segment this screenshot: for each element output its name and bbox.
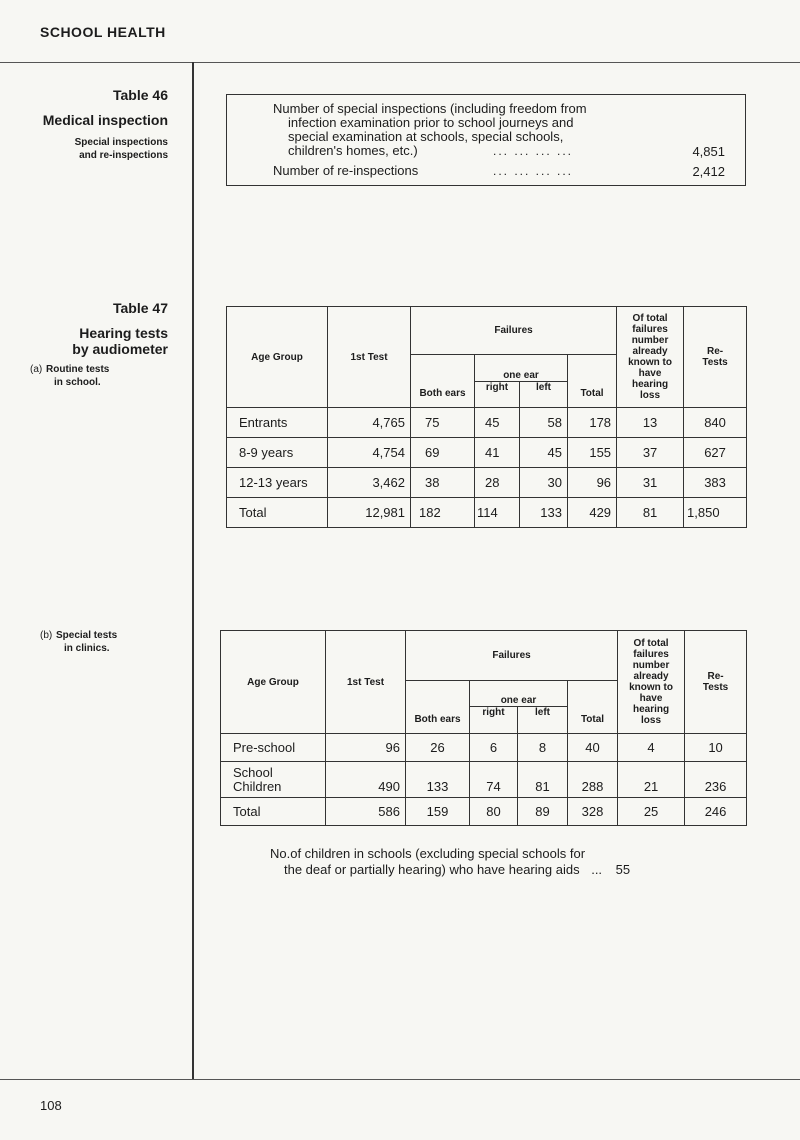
section-b-line-2: in clinics. xyxy=(64,643,110,654)
hearing-aids-note-line-2 xyxy=(270,862,630,878)
table46-subtitle-1: Special inspections xyxy=(74,137,168,148)
header-retests-line: Tests xyxy=(702,682,729,693)
cell-known: 21 xyxy=(618,762,685,798)
table-row xyxy=(227,498,747,528)
cell-age-line: School xyxy=(233,764,273,780)
cell-both: 38 xyxy=(411,468,475,498)
table-row xyxy=(221,762,747,798)
cell-both: 133 xyxy=(406,762,470,798)
cell-total: 429 xyxy=(568,498,617,528)
cell-retests: 383 xyxy=(684,468,747,498)
header-known-line: Of total xyxy=(632,313,668,324)
header-left: left xyxy=(518,707,568,734)
hearing-aids-note-text: the deaf or partially hearing) who have hearing aids xyxy=(284,862,580,877)
hearing-aids-value: 55 xyxy=(615,862,631,877)
page-header: SCHOOL HEALTH xyxy=(40,24,166,40)
cell-first: 12,981 xyxy=(328,498,411,528)
cell-age xyxy=(221,762,326,798)
header-known-line: have xyxy=(639,693,663,704)
header-both-ears: Both ears xyxy=(406,681,470,734)
cell-both: 26 xyxy=(406,734,470,762)
cell-known: 37 xyxy=(617,438,684,468)
cell-left: 45 xyxy=(520,438,568,468)
header-retests-line: Tests xyxy=(702,357,728,368)
header-total: Total xyxy=(568,681,618,734)
cell-first: 4,765 xyxy=(328,408,411,438)
margin-rule xyxy=(192,62,194,1080)
header-known-line: loss xyxy=(641,715,662,726)
header-retests-line: Re- xyxy=(707,671,724,682)
header-right: right xyxy=(475,382,520,408)
cell-age: Total xyxy=(227,498,328,528)
section-b-label xyxy=(40,629,118,655)
cell-total: 328 xyxy=(568,798,618,826)
cell-retests: 10 xyxy=(685,734,747,762)
header-first-test: 1st Test xyxy=(326,631,406,734)
cell-total: 40 xyxy=(568,734,618,762)
header-age-group: Age Group xyxy=(221,631,326,734)
cell-age: 8-9 years xyxy=(227,438,328,468)
hearing-aids-leader: ... xyxy=(591,862,603,877)
table47-title-1: Hearing tests xyxy=(79,325,168,341)
special-inspections-box xyxy=(226,94,746,186)
table47-title-2: by audiometer xyxy=(72,341,168,357)
cell-retests: 840 xyxy=(684,408,747,438)
cell-first: 490 xyxy=(326,762,406,798)
cell-age: Entrants xyxy=(227,408,328,438)
section-a-label xyxy=(30,363,110,389)
cell-total: 155 xyxy=(568,438,617,468)
cell-right: 6 xyxy=(470,734,518,762)
cell-right: 114 xyxy=(475,498,520,528)
hearing-aids-note xyxy=(270,846,630,878)
cell-known: 13 xyxy=(617,408,684,438)
cell-first: 586 xyxy=(326,798,406,826)
table-row xyxy=(227,438,747,468)
reinspections-label: Number of re-inspections xyxy=(273,163,419,178)
header-age-group: Age Group xyxy=(227,307,328,408)
table-row xyxy=(221,798,747,826)
header-failures: Failures xyxy=(411,307,617,355)
cell-total: 178 xyxy=(568,408,617,438)
header-first-test: 1st Test xyxy=(328,307,411,408)
cell-first: 4,754 xyxy=(328,438,411,468)
inspections-leader: ... ... ... ... xyxy=(493,144,574,158)
header-retests xyxy=(685,631,747,734)
inspections-text-line-2: infection examination prior to school journeys and xyxy=(288,115,574,130)
cell-both: 75 xyxy=(411,408,475,438)
cell-retests: 627 xyxy=(684,438,747,468)
cell-left: 30 xyxy=(520,468,568,498)
header-known-line: failures xyxy=(632,324,668,335)
special-inspections-value: 4,851 xyxy=(692,144,725,159)
cell-age: Pre-school xyxy=(221,734,326,762)
cell-right: 41 xyxy=(475,438,520,468)
header-known-line: number xyxy=(631,335,669,346)
header-known-line: have xyxy=(638,368,662,379)
header-right: right xyxy=(470,707,518,734)
cell-retests: 246 xyxy=(685,798,747,826)
clinic-tests-table xyxy=(220,630,747,826)
table46-title: Medical inspection xyxy=(42,112,168,128)
reinspections-value: 2,412 xyxy=(692,164,725,179)
cell-known: 4 xyxy=(618,734,685,762)
inspections-text-line-3: special examination at schools, special schools, xyxy=(288,129,564,144)
cell-right: 45 xyxy=(475,408,520,438)
cell-age-line: Children xyxy=(233,778,282,794)
table-row xyxy=(221,734,747,762)
cell-first: 3,462 xyxy=(328,468,411,498)
cell-right: 28 xyxy=(475,468,520,498)
section-b-line-1: Special tests xyxy=(56,630,118,641)
header-retests xyxy=(684,307,747,408)
cell-right: 80 xyxy=(470,798,518,826)
header-known-line: known to xyxy=(629,682,673,693)
cell-left: 58 xyxy=(520,408,568,438)
header-total: Total xyxy=(568,355,617,408)
cell-known: 81 xyxy=(617,498,684,528)
cell-both: 69 xyxy=(411,438,475,468)
header-left: left xyxy=(520,382,568,408)
cell-total: 288 xyxy=(568,762,618,798)
table47-number: Table 47 xyxy=(113,300,168,316)
header-known-line: loss xyxy=(640,390,661,401)
table-row xyxy=(227,408,747,438)
footer-rule xyxy=(0,1079,800,1080)
cell-known: 31 xyxy=(617,468,684,498)
table46-number: Table 46 xyxy=(113,87,168,103)
cell-age: Total xyxy=(221,798,326,826)
cell-left: 89 xyxy=(518,798,568,826)
cell-known: 25 xyxy=(618,798,685,826)
inspections-text-line-1: Number of special inspections (including freedom from xyxy=(273,101,587,116)
cell-both: 159 xyxy=(406,798,470,826)
cell-first: 96 xyxy=(326,734,406,762)
header-known xyxy=(617,307,684,408)
header-known-line: already xyxy=(633,671,669,682)
cell-left: 81 xyxy=(518,762,568,798)
section-a-marker: (a) xyxy=(30,364,43,375)
routine-tests-table xyxy=(226,306,747,528)
cell-both: 182 xyxy=(411,498,475,528)
header-known-line: number xyxy=(632,660,670,671)
cell-right: 74 xyxy=(470,762,518,798)
header-one-ear: one ear xyxy=(470,681,568,707)
header-known xyxy=(618,631,685,734)
cell-total: 96 xyxy=(568,468,617,498)
cell-retests: 1,850 xyxy=(684,498,747,528)
section-a-line-2: in school. xyxy=(54,377,101,388)
section-a-line-1: Routine tests xyxy=(46,364,110,375)
cell-retests: 236 xyxy=(685,762,747,798)
header-known-line: Of total xyxy=(633,638,669,649)
section-b-marker: (b) xyxy=(40,630,53,641)
header-failures: Failures xyxy=(406,631,618,681)
header-known-line: known to xyxy=(628,357,672,368)
header-rule xyxy=(0,62,800,63)
header-known-line: hearing xyxy=(632,704,670,715)
cell-age: 12-13 years xyxy=(227,468,328,498)
header-retests-line: Re- xyxy=(706,346,724,357)
header-known-line: failures xyxy=(633,649,669,660)
cell-left: 8 xyxy=(518,734,568,762)
header-both-ears: Both ears xyxy=(411,355,475,408)
cell-left: 133 xyxy=(520,498,568,528)
page-number: 108 xyxy=(40,1098,62,1113)
header-one-ear: one ear xyxy=(475,355,568,382)
reinspections-leader: ... ... ... ... xyxy=(493,164,574,178)
hearing-aids-note-line-1: No.of children in schools (excluding special schools for xyxy=(270,846,586,861)
table46-subtitle-2: and re-inspections xyxy=(79,150,168,161)
table-row xyxy=(227,468,747,498)
inspections-text-line-4: children's homes, etc.) xyxy=(288,143,418,158)
header-known-line: hearing xyxy=(631,379,669,390)
header-known-line: already xyxy=(632,346,668,357)
